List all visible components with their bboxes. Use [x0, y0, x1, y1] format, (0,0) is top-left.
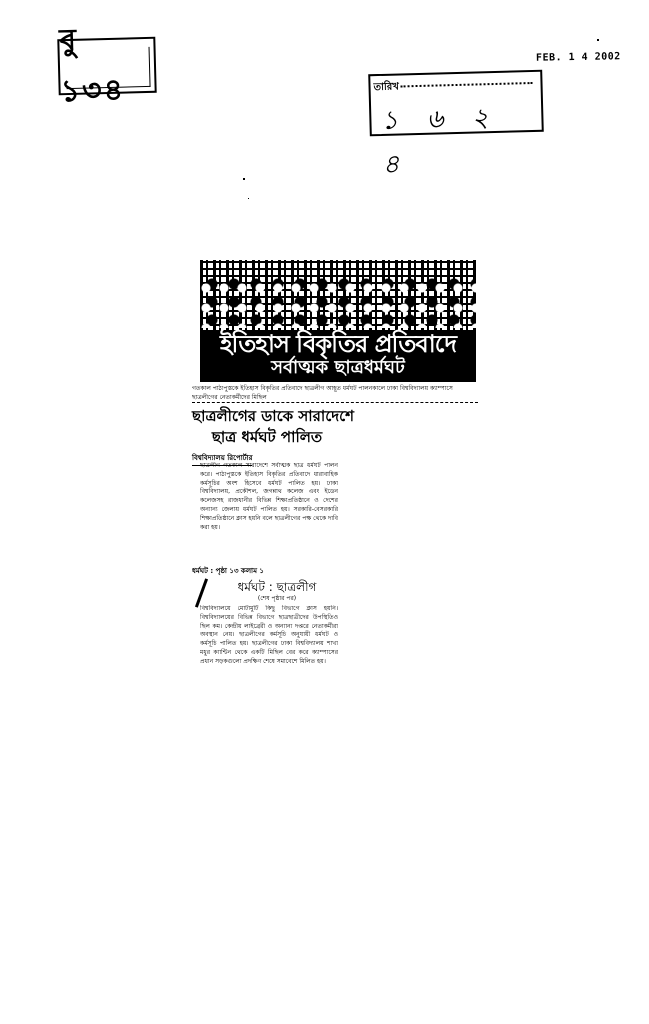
continuation-heading — [214, 580, 340, 603]
crowd-image — [200, 278, 476, 328]
file-number-stamp — [57, 22, 156, 110]
article-byline: বিশ্ববিদ্যালয় রিপোর্টার — [192, 452, 252, 466]
headline-line1: ছাত্রলীগের ডাকে সারাদেশে — [192, 407, 355, 425]
scan-speck — [597, 39, 599, 41]
date-entry-box — [368, 70, 544, 180]
news-photo — [200, 260, 476, 382]
continuation-title: ধর্মঘট : ছাত্রলীগ — [237, 580, 317, 594]
article-body-part1: ছাত্রলীগ গতকাল সারাদেশে সর্বাত্মক ছাত্র ধর্মঘট পালন করে। পাঠ্যপুস্তকে ইতিহাস বিকৃতির প্রতিবাদে ধারাবাহিক কর্মসূচির অংশ হিসেবে ধর্মঘট পালিত হয়। ঢাকা বিশ্ববিদ্যালয়, প্রকৌশল, জগন্নাথ কলেজ এবং ইডেন কলেজসহ রাজধানীর বিভিন্ন শিক্ষাপ্রতিষ্ঠানে ও দেশের অন্যান্য জেলায় ধর্মঘট পালিত হয়। সরকারি-বেসরকারি শিক্ষাপ্রতিষ্ঠানে ক্লাস হয়নি বলে ছাত্রলীগের পক্ষ থেকে দাবি করা হয়। — [200, 462, 338, 531]
pen-mark — [195, 578, 208, 607]
continued-note: ধর্মঘট : পৃষ্ঠা ১৩ কলাম ১ — [192, 567, 264, 575]
date-box-dotted-line — [401, 82, 533, 87]
photo-banner — [200, 330, 476, 382]
newspaper-clipping — [192, 260, 478, 710]
banner-text-line1: ইতিহাস বিকৃতির প্রতিবাদে — [220, 330, 456, 358]
handwritten-date: ১ ৬ ২ ৪ — [381, 102, 500, 180]
scan-speck — [243, 178, 245, 180]
scan-speck — [248, 198, 249, 199]
banner-text-line2: সর্বাত্মক ছাত্রধর্মঘট — [271, 357, 405, 378]
article-body-part2: বিশ্ববিদ্যালয়ে মোটামুটি কিছু বিভাগে ক্লাস হয়নি। বিশ্ববিদ্যালয়ের বিভিন্ন বিভাগে ছাত্রছাত্রীদের উপস্থিতিও ছিল কম। কেন্দ্রীয় লাইব্রেরী ও অন্যান্য দপ্তরে নেতাকর্মীরা অবস্থান নেয়। ছাত্রলীগের কর্মসূচি অনুযায়ী ধর্মঘট ও কর্মসূচি পালিত হয়। ছাত্রলীগের ঢাকা বিশ্ববিদ্যালয় শাখা মধুর ক্যান্টিন থেকে একটি মিছিল বের করে ক্যাম্পাসের প্রধান সড়কগুলো প্রদক্ষিণ শেষে সমাবেশে মিলিত হয়। — [200, 605, 338, 665]
received-date-stamp: FEB. 1 4 2002 — [535, 51, 621, 64]
file-number-text: বু ১৩৪ — [58, 22, 126, 110]
headline-line2: ছাত্র ধর্মঘট পালিত — [211, 428, 323, 446]
continuation-subtitle: (শেষ পৃষ্ঠার পর) — [257, 595, 297, 602]
article-headline — [192, 406, 355, 448]
date-box-label: তারিখ — [373, 81, 400, 94]
photo-caption: গতকাল পাঠ্যপুস্তকে ইতিহাস বিকৃতির প্রতিবাদে ছাত্রলীগ আহূত ধর্মঘট পালনকালে ঢাকা বিশ্ববিদ্যালয় ক্যাম্পাসে ছাত্রলীগের নেতাকর্মীদের মিছিল — [192, 384, 478, 403]
